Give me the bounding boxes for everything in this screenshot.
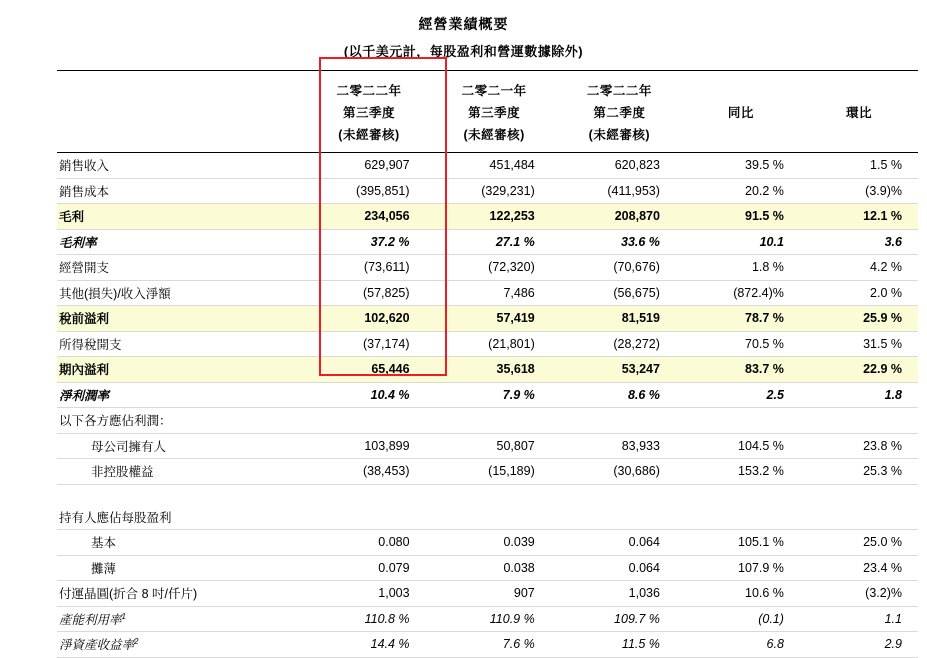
cell-q3-2022: 0.080 xyxy=(306,530,431,556)
header-cell-label-line2 xyxy=(57,101,306,123)
cell-q3-2021: 27.1 % xyxy=(432,229,557,255)
cell-q2-2022: (411,953) xyxy=(557,178,682,204)
cell-qoq: 1.1 xyxy=(800,606,918,632)
cell-q3-2022 xyxy=(306,408,431,434)
table-row xyxy=(57,433,918,459)
header-cell-yoy-line3 xyxy=(682,123,800,153)
row-label: 淨利潤率 xyxy=(57,382,306,408)
cell-yoy: 6.8 xyxy=(682,632,800,658)
table-row xyxy=(57,280,918,306)
header-cell-qoq-line3 xyxy=(800,123,918,153)
page-title: 經營業績概要 xyxy=(418,16,509,32)
cell-yoy: 105.1 % xyxy=(682,530,800,556)
header-cell-q3-2022-line3: (未經審核) xyxy=(306,123,431,153)
cell-q2-2022 xyxy=(557,408,682,434)
table-row xyxy=(57,357,918,383)
row-label: 淨資產收益率$^2$ xyxy=(57,632,306,658)
cell-q3-2021: 7.9 % xyxy=(432,382,557,408)
cell-q3-2022: (37,174) xyxy=(306,331,431,357)
cell-yoy xyxy=(682,505,800,530)
row-label: 母公司擁有人 xyxy=(57,433,306,459)
header-cell-q3-2021-line1: 二零二一年 xyxy=(432,71,557,102)
cell-yoy: 83.7 % xyxy=(682,357,800,383)
row-label: 其他(損失)/收入淨額 xyxy=(57,280,306,306)
cell-yoy xyxy=(682,408,800,434)
cell-qoq: 25.0 % xyxy=(800,530,918,556)
cell-yoy: 91.5 % xyxy=(682,204,800,230)
cell-q2-2022: (56,675) xyxy=(557,280,682,306)
row-label: 攤薄 xyxy=(57,555,306,581)
cell-q3-2021: (15,189) xyxy=(432,459,557,485)
cell-qoq: 12.1 % xyxy=(800,204,918,230)
cell-yoy: 2.5 xyxy=(682,382,800,408)
footnote-marker: 1 xyxy=(121,611,126,621)
cell-qoq: 2.0 % xyxy=(800,280,918,306)
table-row xyxy=(57,555,918,581)
cell-q2-2022: 0.064 xyxy=(557,530,682,556)
cell-yoy: 10.1 xyxy=(682,229,800,255)
cell-q3-2021: 0.038 xyxy=(432,555,557,581)
cell-q3-2022: 110.8 % xyxy=(306,606,431,632)
cell-yoy: 153.2 % xyxy=(682,459,800,485)
header-cell-qoq-line2: 環比 xyxy=(845,106,872,120)
cell-q3-2022: (38,453) xyxy=(306,459,431,485)
cell-q3-2021: 0.039 xyxy=(432,530,557,556)
cell-yoy: (0.1) xyxy=(682,606,800,632)
cell-qoq: 22.9 % xyxy=(800,357,918,383)
header-cell-q3-2021-line2: 第三季度 xyxy=(468,106,521,120)
cell-q2-2022: 0.064 xyxy=(557,555,682,581)
cell-q2-2022: 620,823 xyxy=(557,153,682,179)
cell-q3-2022: 1,003 xyxy=(306,581,431,607)
table-row xyxy=(57,229,918,255)
table-body xyxy=(57,153,918,658)
row-label: 經營開支 xyxy=(57,255,306,281)
cell-q3-2021: 451,484 xyxy=(432,153,557,179)
cell-q3-2021: (21,801) xyxy=(432,331,557,357)
header-cell-q2-2022-line2: 第二季度 xyxy=(593,106,646,120)
table-header xyxy=(57,71,918,153)
cell-yoy: 70.5 % xyxy=(682,331,800,357)
table-row xyxy=(57,255,918,281)
header-cell-q3-2021-line3: (未經審核) xyxy=(432,123,557,153)
cell-q2-2022: 8.6 % xyxy=(557,382,682,408)
cell-q3-2021 xyxy=(432,408,557,434)
row-label: 毛利 xyxy=(57,204,306,230)
cell-q2-2022: 109.7 % xyxy=(557,606,682,632)
header-cell-q2-2022-line3: (未經審核) xyxy=(557,123,682,153)
cell-q3-2022: 37.2 % xyxy=(306,229,431,255)
header-cell-label-line3 xyxy=(57,123,306,153)
header-cell-q3-2022-line1: 二零二二年 xyxy=(306,71,431,102)
cell-qoq: (3.9)% xyxy=(800,178,918,204)
cell-yoy: 10.6 % xyxy=(682,581,800,607)
row-label: 產能利用率$^1$ xyxy=(57,606,306,632)
cell-qoq: 23.4 % xyxy=(800,555,918,581)
header-cell-q3-2022-line2: 第三季度 xyxy=(342,106,395,120)
cell-q3-2022: 14.4 % xyxy=(306,632,431,658)
cell-yoy: 104.5 % xyxy=(682,433,800,459)
row-label: 所得稅開支 xyxy=(57,331,306,357)
cell-qoq xyxy=(800,408,918,434)
cell-q3-2022: 103,899 xyxy=(306,433,431,459)
header-row-line3 xyxy=(57,123,918,153)
cell-q2-2022: 81,519 xyxy=(557,306,682,332)
cell-q3-2022 xyxy=(306,505,431,530)
row-label: 付運晶圓(折合 8 吋/仟片) xyxy=(57,581,306,607)
table-row xyxy=(57,408,918,434)
row-label: 銷售成本 xyxy=(57,178,306,204)
cell-qoq: 25.9 % xyxy=(800,306,918,332)
cell-q3-2022: 629,907 xyxy=(306,153,431,179)
table-spacer-row xyxy=(57,484,918,505)
cell-qoq: 31.5 % xyxy=(800,331,918,357)
header-cell-yoy-line2: 同比 xyxy=(727,106,754,120)
cell-qoq: 1.5 % xyxy=(800,153,918,179)
cell-q3-2022: (73,611) xyxy=(306,255,431,281)
footnote-marker: 2 xyxy=(134,637,139,647)
cell-q3-2021: (329,231) xyxy=(432,178,557,204)
cell-yoy: (872.4)% xyxy=(682,280,800,306)
cell-q2-2022: (28,272) xyxy=(557,331,682,357)
cell-q2-2022: 1,036 xyxy=(557,581,682,607)
table-row xyxy=(57,178,918,204)
page-subtitle: (以千美元計，每股盈利和營運數據除外) xyxy=(343,44,584,59)
cell-qoq: 3.6 xyxy=(800,229,918,255)
table-row xyxy=(57,204,918,230)
cell-q3-2021: (72,320) xyxy=(432,255,557,281)
cell-q3-2022: 65,446 xyxy=(306,357,431,383)
cell-q2-2022: 53,247 xyxy=(557,357,682,383)
table-row xyxy=(57,331,918,357)
cell-yoy: 1.8 % xyxy=(682,255,800,281)
cell-qoq: 2.9 xyxy=(800,632,918,658)
cell-yoy: 78.7 % xyxy=(682,306,800,332)
table-row xyxy=(57,459,918,485)
header-cell-q2-2022-line1: 二零二二年 xyxy=(557,71,682,102)
cell-qoq: 1.8 xyxy=(800,382,918,408)
row-label: 期內溢利 xyxy=(57,357,306,383)
row-label: 毛利率 xyxy=(57,229,306,255)
cell-q3-2021: 7,486 xyxy=(432,280,557,306)
cell-q2-2022 xyxy=(557,505,682,530)
table-row xyxy=(57,306,918,332)
cell-q3-2022: 102,620 xyxy=(306,306,431,332)
cell-q3-2021: 35,618 xyxy=(432,357,557,383)
row-label: 持有人應佔每股盈利 xyxy=(57,505,306,530)
cell-yoy: 20.2 % xyxy=(682,178,800,204)
header-cell-label-line1 xyxy=(57,71,306,102)
table-row xyxy=(57,153,918,179)
cell-q3-2021: 50,807 xyxy=(432,433,557,459)
header-row-line2 xyxy=(57,101,918,123)
header-row-line1 xyxy=(57,71,918,102)
cell-q3-2021: 57,419 xyxy=(432,306,557,332)
row-label: 稅前溢利 xyxy=(57,306,306,332)
cell-q3-2022: 10.4 % xyxy=(306,382,431,408)
cell-q3-2021: 122,253 xyxy=(432,204,557,230)
cell-q2-2022: (30,686) xyxy=(557,459,682,485)
cell-q2-2022: 11.5 % xyxy=(557,632,682,658)
cell-q2-2022: 33.6 % xyxy=(557,229,682,255)
cell-qoq: 23.8 % xyxy=(800,433,918,459)
cell-yoy: 39.5 % xyxy=(682,153,800,179)
cell-q3-2022: (57,825) xyxy=(306,280,431,306)
cell-q3-2021 xyxy=(432,505,557,530)
header-cell-qoq-line1 xyxy=(800,71,918,102)
row-label: 以下各方應佔利潤： xyxy=(57,408,306,434)
table-row xyxy=(57,581,918,607)
cell-q3-2021: 110.9 % xyxy=(432,606,557,632)
row-label: 基本 xyxy=(57,530,306,556)
title-block xyxy=(0,14,927,60)
cell-q2-2022: (70,676) xyxy=(557,255,682,281)
cell-q3-2021: 907 xyxy=(432,581,557,607)
cell-qoq: 25.3 % xyxy=(800,459,918,485)
table-row xyxy=(57,606,918,632)
cell-yoy: 107.9 % xyxy=(682,555,800,581)
row-label: 銷售收入 xyxy=(57,153,306,179)
cell-qoq: (3.2)% xyxy=(800,581,918,607)
table-row xyxy=(57,632,918,658)
table-row xyxy=(57,505,918,530)
cell-q3-2022: (395,851) xyxy=(306,178,431,204)
header-cell-yoy-line1 xyxy=(682,71,800,102)
cell-q3-2022: 0.079 xyxy=(306,555,431,581)
table-row xyxy=(57,530,918,556)
table-row xyxy=(57,382,918,408)
cell-qoq xyxy=(800,505,918,530)
cell-qoq: 4.2 % xyxy=(800,255,918,281)
financial-summary-table xyxy=(57,70,918,658)
row-label: 非控股權益 xyxy=(57,459,306,485)
cell-q2-2022: 208,870 xyxy=(557,204,682,230)
cell-q2-2022: 83,933 xyxy=(557,433,682,459)
cell-q3-2021: 7.6 % xyxy=(432,632,557,658)
cell-q3-2022: 234,056 xyxy=(306,204,431,230)
